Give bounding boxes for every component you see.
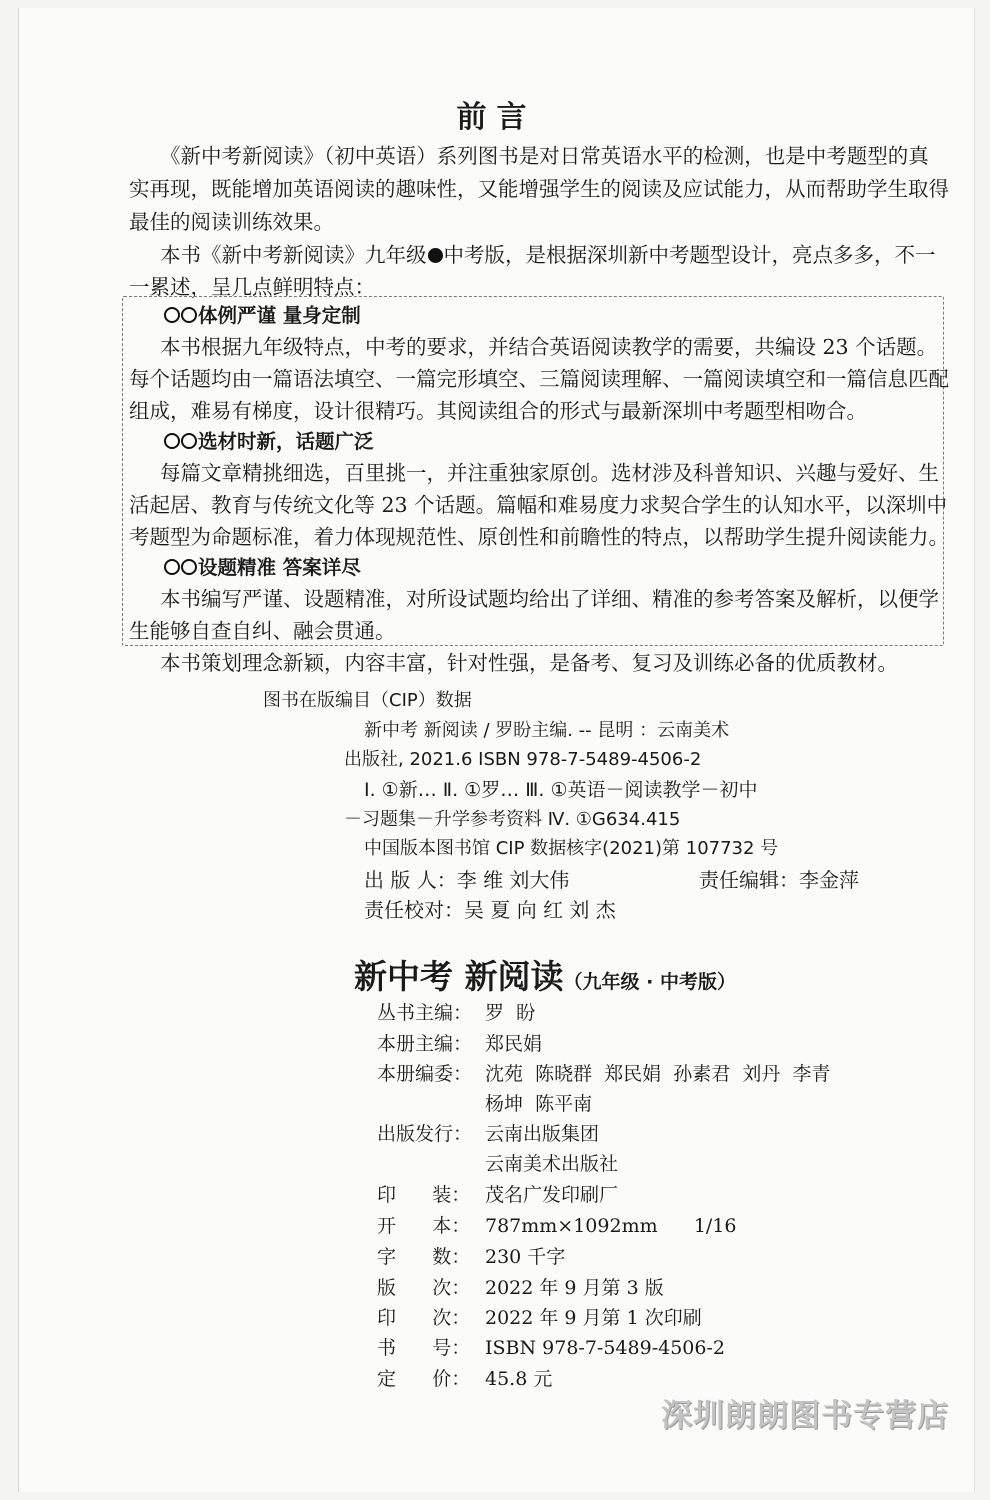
double-circle-icon — [164, 559, 180, 575]
editor-value: 李金萍 — [799, 868, 859, 892]
credit-value: 罗 盼 — [485, 1002, 536, 1024]
credit-value: 杨坤 陈平南 — [485, 1093, 593, 1115]
credit-label: 印 次： — [377, 1307, 471, 1329]
feature-3-line1: 本书编写严谨、设题精准，对所设试题均给出了详细、精准的参考答案及解析，以便学 — [160, 587, 939, 611]
cip-line3: Ⅰ. ①新… Ⅱ. ①罗… Ⅲ. ①英语－阅读教学－初中 — [364, 779, 758, 801]
editor-row — [699, 864, 859, 893]
feature-heading-2: 选材时新，话题广泛 — [164, 426, 374, 454]
preface-closing: 本书策划理念新颖，内容丰富，针对性强，是备考、复习及训练必备的优质教材。 — [160, 651, 898, 675]
credit-label: 定 价： — [377, 1368, 471, 1390]
cip-heading: 图书在版编目（CIP）数据 — [263, 690, 472, 711]
credit-row — [377, 1364, 552, 1391]
feature-1-line2: 每个话题均由一篇语法填空、一篇完形填空、三篇阅读理解、一篇阅读填空和一篇信息匹配 — [129, 367, 949, 391]
feature-3-line2: 生能够自查自纠、融会贯通。 — [129, 619, 396, 643]
credit-row — [377, 1303, 702, 1330]
credit-value: 2022 年 9 月第 1 次印刷 — [485, 1307, 702, 1329]
credit-label: 本册编委： — [377, 1063, 473, 1085]
credit-label: 本册主编： — [377, 1033, 473, 1055]
book-page — [18, 8, 975, 1492]
credit-label: 印 装： — [377, 1184, 471, 1206]
credit-value: ISBN 978-7-5489-4506-2 — [485, 1337, 725, 1359]
preface-p1-line3: 最佳的阅读训练效果。 — [129, 210, 334, 234]
credit-value: 茂名广发印刷厂 — [485, 1184, 619, 1206]
editor-label: 责任编辑： — [699, 868, 799, 892]
publisher-value: 李 维 刘大伟 — [456, 868, 570, 892]
credit-value: 230 千字 — [485, 1246, 566, 1268]
preface-p1-line2: 实再现，既能增加英语阅读的趣味性，又能增强学生的阅读及应试能力，从而帮助学生取得 — [129, 177, 949, 201]
preface-p2-line1 — [160, 238, 936, 268]
double-circle-icon — [181, 433, 197, 449]
credit-row — [377, 1273, 664, 1300]
credit-value: 郑民娟 — [485, 1033, 543, 1055]
credit-label: 开 本： — [377, 1215, 471, 1237]
cip-line4: －习题集－升学参考资料 Ⅳ. ①G634.415 — [344, 809, 681, 830]
credit-value: 2022 年 9 月第 3 版 — [485, 1277, 664, 1299]
cip-line5: 中国版本图书馆 CIP 数据核字(2021)第 107732 号 — [364, 838, 779, 859]
credit-row — [377, 1149, 618, 1176]
store-watermark: 深圳朗朗图书专营店 — [661, 1398, 949, 1434]
preface-p1-line1: 《新中考新阅读》（初中英语）系列图书是对日常英语水平的检测，也是中考题型的真 — [160, 144, 929, 168]
feature-heading-3: 设题精准 答案详尽 — [164, 552, 361, 580]
credit-row — [377, 1029, 542, 1056]
credit-row — [377, 998, 535, 1025]
credit-row — [377, 1059, 830, 1086]
book-edition: （九年级 · 中考版） — [563, 971, 736, 993]
credit-label: 书 号： — [377, 1337, 471, 1359]
bullet-dot-icon — [428, 248, 443, 263]
double-circle-icon — [181, 559, 197, 575]
feature-2-line2: 活起居、教育与传统文化等 23 个话题。篇幅和难易度力求契合学生的认知水平，以深圳中 — [129, 493, 948, 517]
credit-label: 丛书主编： — [377, 1002, 473, 1024]
credit-label: 版 次： — [377, 1277, 471, 1299]
credit-row — [377, 1211, 737, 1238]
feature-1-line3: 组成，难易有梯度，设计很精巧。其阅读组合的形式与最新深圳中考题型相吻合。 — [129, 399, 867, 423]
preface-p2-before: 本书《新中考新阅读》九年级 — [160, 243, 427, 267]
double-circle-icon — [181, 307, 197, 323]
publisher-row — [364, 864, 569, 893]
proof-row — [364, 894, 616, 923]
credit-row — [377, 1242, 565, 1269]
book-title: 新中考 新阅读（九年级 · 中考版） — [354, 957, 736, 996]
double-circle-icon — [164, 307, 180, 323]
cip-line2: 出版社, 2021.6 ISBN 978-7-5489-4506-2 — [344, 749, 702, 770]
credit-row — [377, 1089, 592, 1116]
preface-p2-after: 中考版，是根据深圳新中考题型设计，亮点多多，不一 — [443, 243, 936, 267]
proof-label: 责任校对： — [364, 898, 464, 922]
feature-2-line3: 考题型为命题标准，着力体现规范性、原创性和前瞻性的特点，以帮助学生提升阅读能力。 — [129, 525, 949, 549]
cip-line1: 新中考 新阅读 / 罗盼主编. -- 昆明 ：云南美术 — [364, 720, 730, 741]
credit-value: 45.8 元 — [485, 1368, 553, 1390]
credit-row — [377, 1119, 599, 1146]
credit-row — [377, 1180, 618, 1207]
preface-title: 前言 — [456, 100, 537, 135]
credit-value: 787mm×1092mm 1/16 — [485, 1215, 737, 1237]
publisher-label: 出 版 人： — [364, 868, 457, 892]
feature-1-line1: 本书根据九年级特点，中考的要求，并结合英语阅读教学的需要，共编设 23 个话题。 — [160, 335, 938, 359]
credit-label: 字 数： — [377, 1246, 471, 1268]
credit-row — [377, 1333, 725, 1360]
preface-p2-line2: 一累述，呈几点鲜明特点： — [129, 275, 375, 299]
credit-value: 云南美术出版社 — [485, 1153, 619, 1175]
feature-2-line1: 每篇文章精挑细选，百里挑一，并注重独家原创。选材涉及科普知识、兴趣与爱好、生 — [160, 461, 939, 485]
credit-label: 出版发行： — [377, 1123, 473, 1145]
feature-heading-1: 体例严谨 量身定制 — [164, 300, 361, 328]
proof-value: 吴 夏 向 红 刘 杰 — [464, 898, 616, 922]
double-circle-icon — [164, 433, 180, 449]
credit-value: 云南出版集团 — [485, 1123, 600, 1145]
credit-value: 沈苑 陈晓群 郑民娟 孙素君 刘丹 李青 — [485, 1063, 831, 1085]
